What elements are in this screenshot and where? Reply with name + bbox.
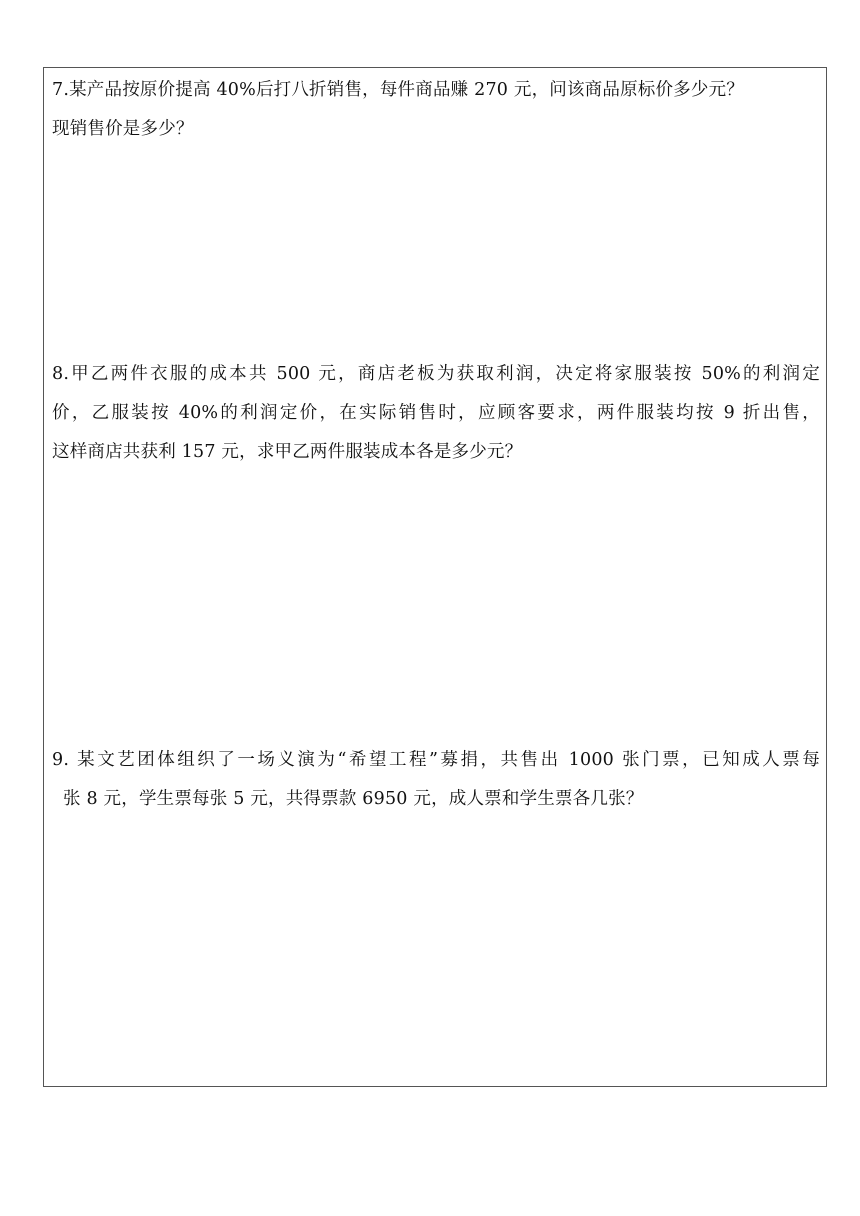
worksheet-frame — [43, 67, 827, 1087]
question-7-line-2: 现销售价是多少？ — [52, 119, 194, 139]
question-9-line-2: 张 8 元，学生票每张 5 元，共得票款 6950 元，成人票和学生票各几张？ — [63, 789, 644, 809]
question-8-line-1: 8.甲乙两件衣服的成本共 500 元，商店老板为获取利润，决定将家服装按 50%的利润定 — [52, 364, 820, 384]
question-7 — [52, 71, 820, 149]
question-8 — [52, 355, 820, 472]
question-7-line-1: 7.某产品按原价提高 40%后打八折销售，每件商品赚 270 元，问该商品原标价多少元？ — [52, 80, 744, 100]
question-8-line-3: 这样商店共获利 157 元，求甲乙两件服装成本各是多少元？ — [52, 442, 523, 462]
answer-space-9 — [52, 828, 820, 1078]
answer-space-7 — [52, 158, 820, 348]
question-9-line-1: 9. 某文艺团体组织了一场义演为“希望工程”募捐，共售出 1000 张门票，已知成人票每 — [52, 750, 820, 770]
answer-space-8 — [52, 478, 820, 733]
question-8-line-2: 价，乙服装按 40%的利润定价，在实际销售时，应顾客要求，两件服装均按 9 折出售， — [52, 403, 820, 423]
question-9 — [52, 741, 820, 819]
